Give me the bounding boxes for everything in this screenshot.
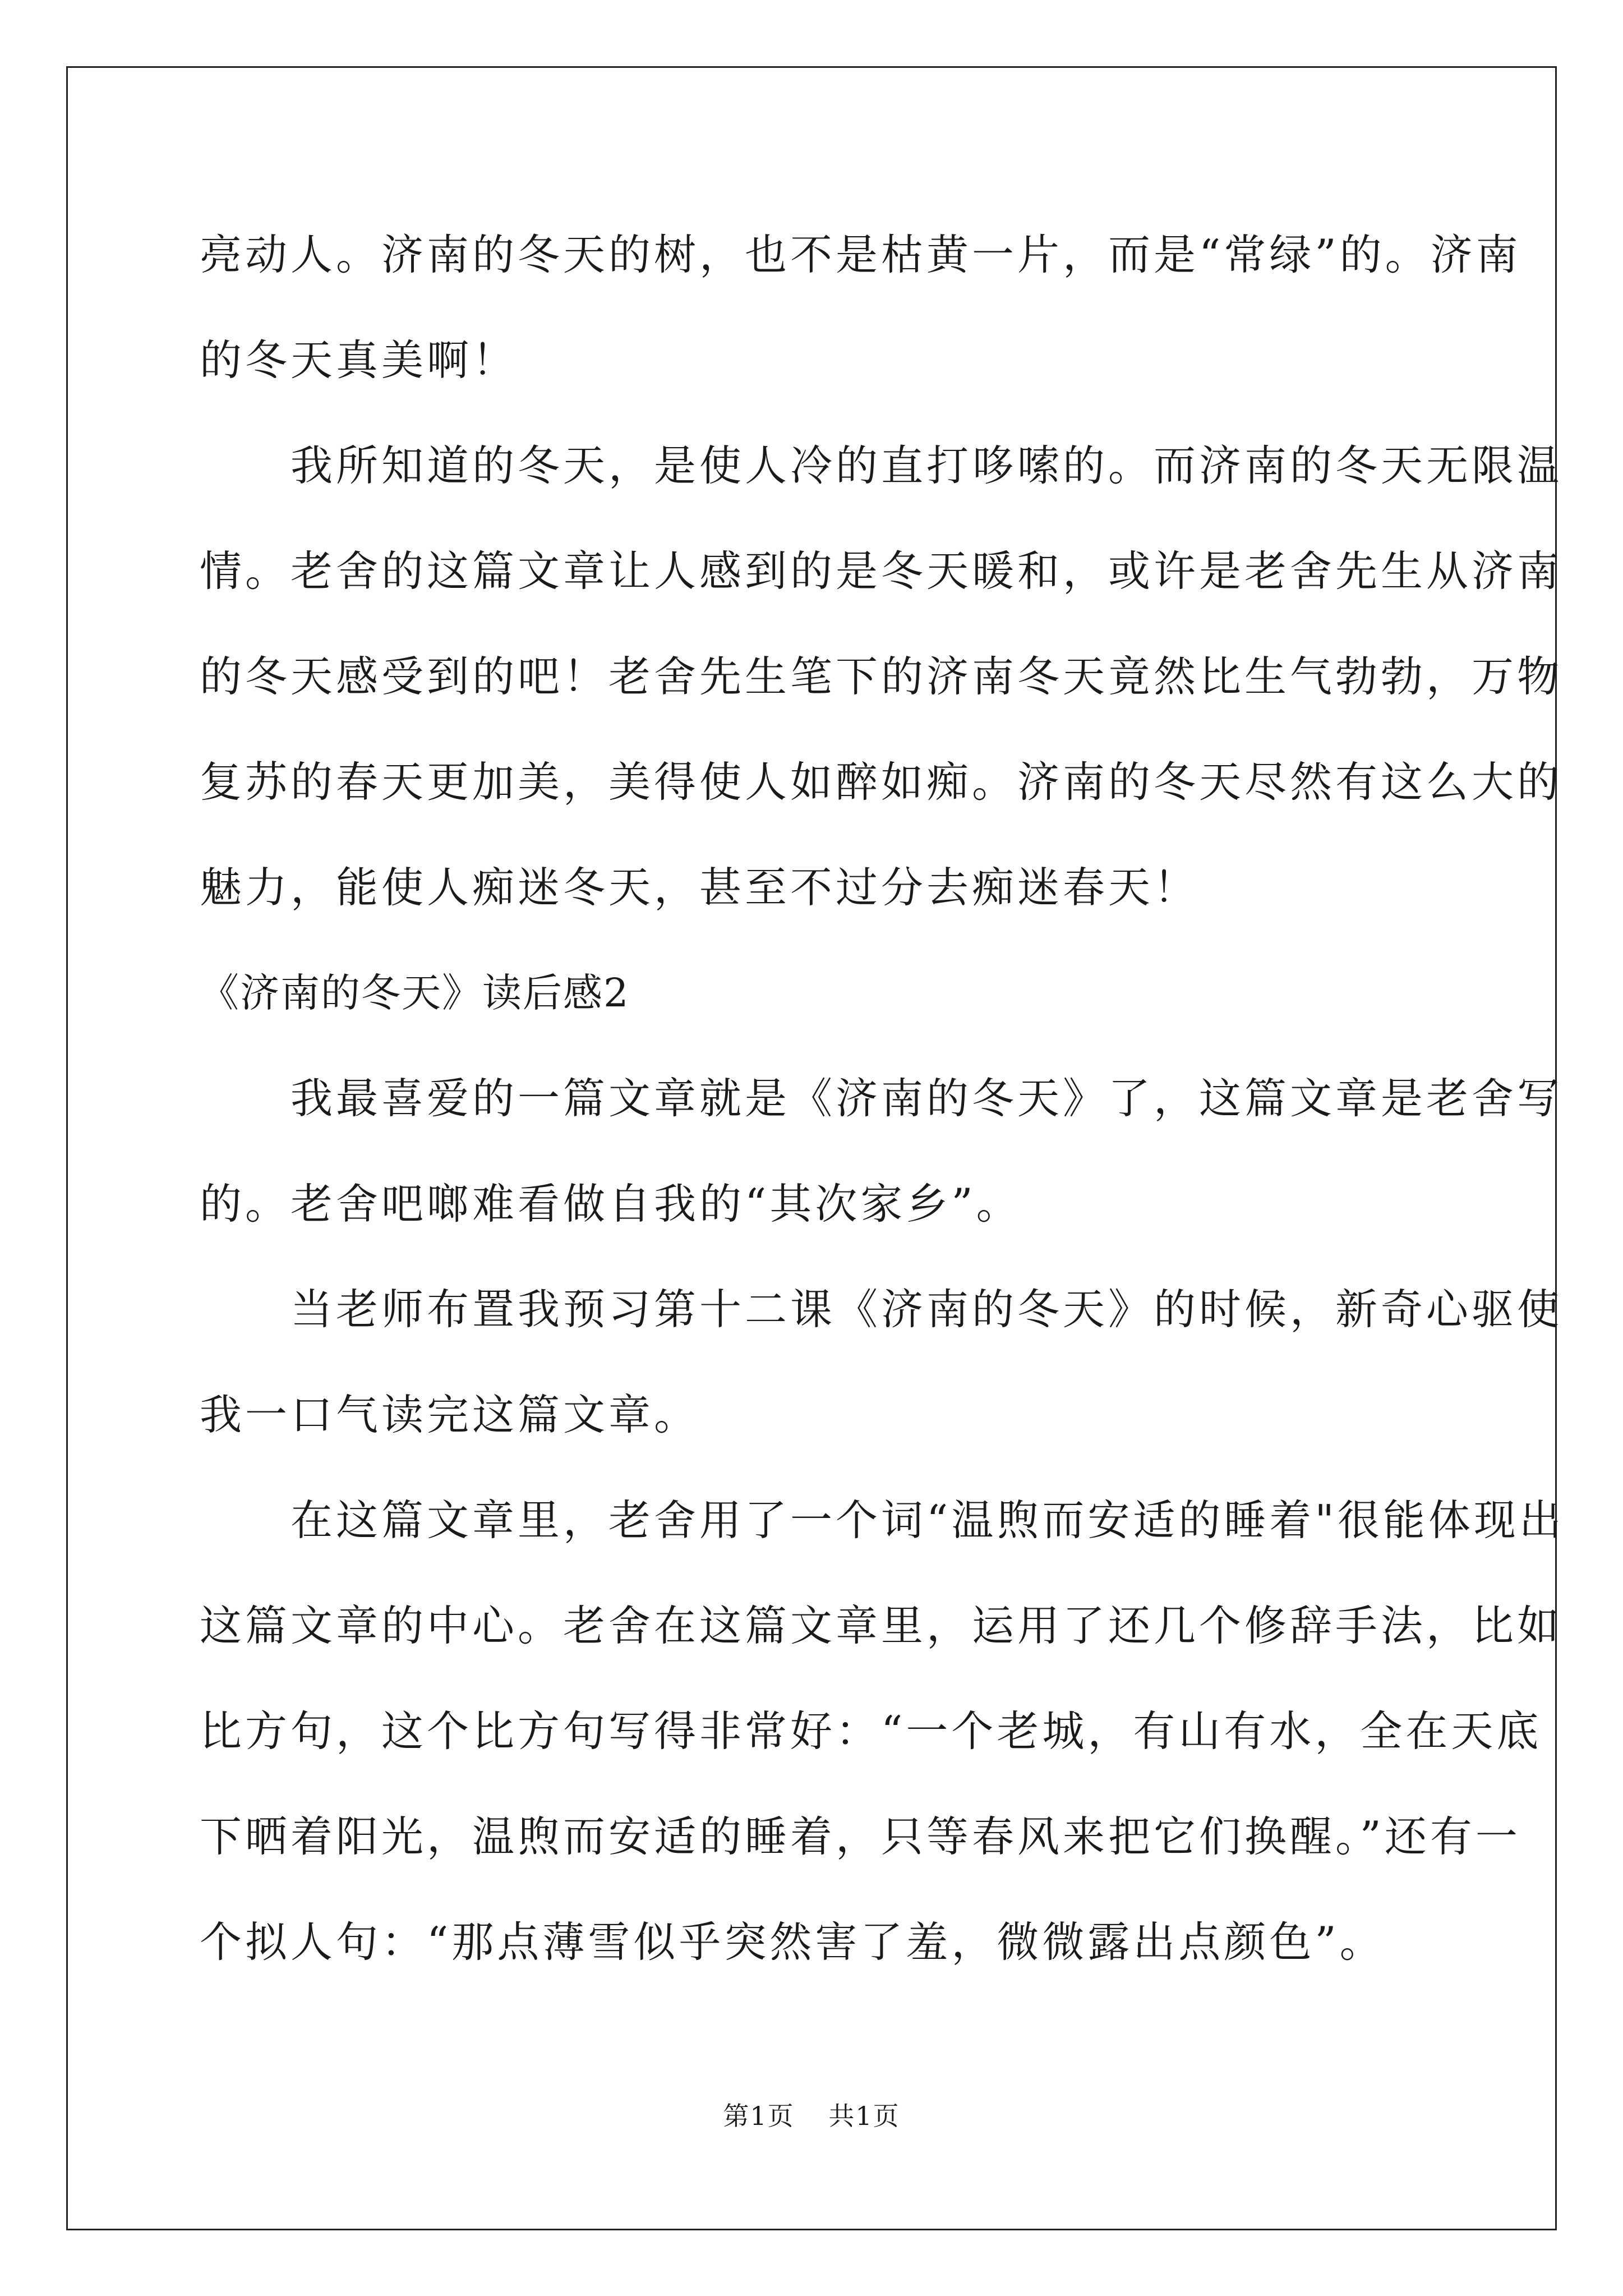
text-line: 个拟人句：“那点薄雪似乎突然害了羞，微微露出点颜色”。 xyxy=(200,1917,1385,1967)
page-total: 共1页 xyxy=(828,2101,900,2131)
text-line: 复苏的春天更加美，美得使人如醉如痴。济南的冬天尽然有这么大的 xyxy=(200,757,1563,807)
page-footer xyxy=(0,2096,1623,2133)
page-number: 第1页 xyxy=(723,2101,795,2131)
text-line: 我所知道的冬天，是使人冷的直打哆嗦的。而济南的冬天无限温 xyxy=(200,441,1563,490)
text-line: 在这篇文章里，老舍用了一个词“温煦而安适的睡着"很能体现出 xyxy=(200,1496,1565,1545)
text-line: 亮动人。济南的冬天的树，也不是枯黄一片，而是“常绿”的。济南 xyxy=(200,230,1521,279)
text-line: 的冬天感受到的吧！老舍先生笔下的济南冬天竟然比生气勃勃，万物 xyxy=(200,652,1563,701)
text-line: 我一口气读完这篇文章。 xyxy=(200,1390,700,1439)
document-body xyxy=(200,202,1565,1995)
text-line: 魅力，能使人痴迷冬天，甚至不过分去痴迷春天！ xyxy=(200,863,1200,912)
text-line: 的冬天真美啊！ xyxy=(200,335,518,385)
text-line: 这篇文章的中心。老舍在这篇文章里，运用了还几个修辞手法，比如 xyxy=(200,1601,1563,1650)
text-line: 的。老舍吧啷难看做自我的“其次家乡”。 xyxy=(200,1179,1022,1228)
text-line: 我最喜爱的一篇文章就是《济南的冬天》了，这篇文章是老舍写 xyxy=(200,1074,1563,1123)
text-line: 情。老舍的这篇文章让人感到的是冬天暖和，或许是老舍先生从济南 xyxy=(200,546,1563,596)
section-heading: 《济南的冬天》读后感2 xyxy=(200,970,630,1016)
text-line: 当老师布置我预习第十二课《济南的冬天》的时候，新奇心驱使 xyxy=(200,1285,1563,1334)
text-line: 比方句，这个比方句写得非常好：“一个老城，有山有水，全在天底 xyxy=(200,1706,1542,1756)
text-line: 下晒着阳光，温煦而安适的睡着，只等春风来把它们换醒。”还有一 xyxy=(200,1812,1521,1861)
